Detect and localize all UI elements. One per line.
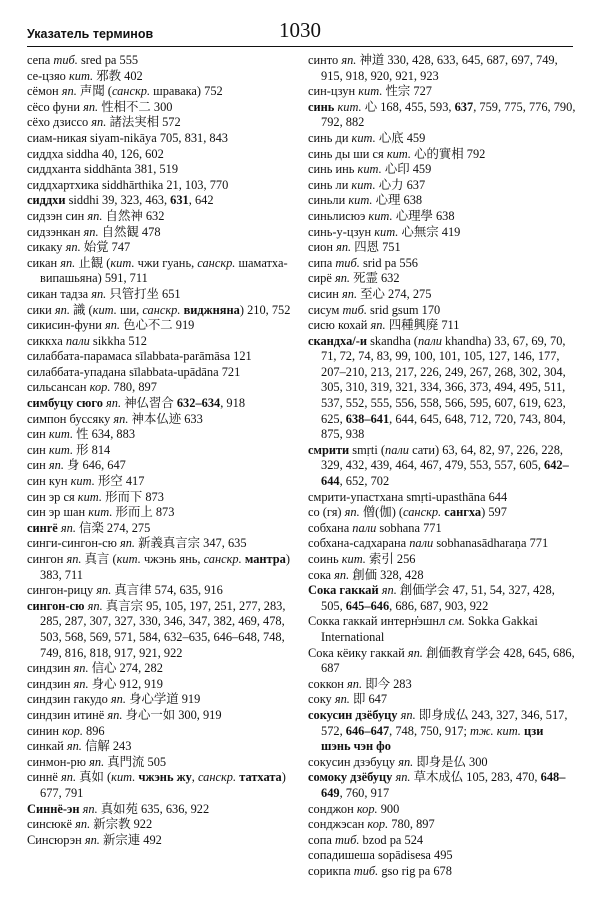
- index-entry: собхана-садхарана пали sobhanasādharaṇa 771: [308, 536, 549, 551]
- index-entry: сонджэсан кор. 780, 897: [308, 817, 435, 832]
- index-entry: синги-сингон-сю яп. 新義真言宗 347, 635: [27, 536, 247, 551]
- index-entry: сильсансан кор. 780, 897: [27, 380, 157, 395]
- index-entry: син яп. 身 646, 647: [27, 458, 126, 473]
- index-entry: сикан тадза яп. 只管打坐 651: [27, 286, 181, 301]
- index-entry: синдзин гакудо яп. 身心学道 919: [27, 692, 201, 707]
- index-entry: Сока кёику гаккай яп. 創価教育学会 428, 645, 686, 687: [308, 645, 575, 676]
- index-entry: син-цзун кит. 性宗 727: [308, 84, 432, 99]
- page-number: 1030: [279, 18, 321, 42]
- index-entry: Сокка гаккай интерн҆эшнл см. Sokka Gakkai International: [308, 614, 538, 644]
- index-entry: синь-у-цзун кит. 心無宗 419: [308, 224, 461, 239]
- index-entry: смрити smṛti (пали сати) 63, 64, 82, 97, 226, 228, 329, 432, 439, 464, 467, 479, 553, 557, 605, 642–644, 652, 702: [308, 442, 569, 489]
- index-entry: симпон бусcяку яп. 神本仏迹 633: [27, 411, 203, 426]
- index-entry: сопадишеша sopādisesa 495: [308, 848, 453, 863]
- index-entry: смрити-упастхана smṛti-upasthāna 644: [308, 489, 508, 504]
- index-entry: синь инь кит. 心印 459: [308, 162, 432, 177]
- index-entry: син эр ся кит. 形而下 873: [27, 489, 164, 504]
- index-entry: синнё яп. 真如 (кит. чжэнь жу, санскр. татхата) 677, 791: [27, 770, 286, 800]
- index-entry: сока яп. 創価 328, 428: [308, 567, 424, 582]
- index-entry: синин кор. 896: [27, 723, 105, 738]
- index-entry: сепа тиб. sred pa 555: [27, 53, 139, 67]
- index-entry: сиккха пали sikkha 512: [27, 333, 147, 348]
- index-entry: син кит. 性 634, 883: [27, 427, 136, 442]
- index-entry: синь ли кит. 心力 637: [308, 177, 426, 192]
- page-header: [27, 18, 573, 46]
- index-entry: синдзин яп. 身心 912, 919: [27, 676, 163, 691]
- index-entry: сикан яп. 止観 (кит. чжи гуань, санскр. шаматха-випашьяна) 591, 711: [27, 255, 288, 286]
- index-entry: симбуцу сюго яп. 神仏習合 632–634, 918: [27, 396, 246, 411]
- index-entry: синь кит. 心 168, 455, 593, 637, 759, 775, 776, 790, 792, 882: [308, 99, 576, 130]
- index-entry: соинь кит. 索引 256: [308, 552, 416, 566]
- index-entry: синкай яп. 信解 243: [27, 739, 132, 754]
- index-entry: сидзэн син яп. 自然神 632: [27, 208, 165, 223]
- index-entry: соккон яп. 即今 283: [308, 676, 412, 691]
- index-entry: син эр шан кит. 形而上 873: [27, 505, 175, 520]
- index-entry: сонджон кор. 900: [308, 801, 400, 816]
- index-column-left: [27, 53, 295, 848]
- index-entry: сидзэнкан яп. 自然観 478: [27, 224, 161, 239]
- index-entry: Синсюрэн яп. 新宗連 492: [27, 832, 162, 847]
- index-entry: сиддханта siddhānta 381, 519: [27, 162, 179, 177]
- index-entry: сёхо дзиссо яп. 諸法実相 572: [27, 115, 181, 130]
- index-entry: силаббата-упадана sīlabbata-upādāna 721: [27, 364, 241, 379]
- section-title: Указатель терминов: [27, 27, 154, 41]
- index-entry: сиам-никая siyam-nikāya 705, 831, 843: [27, 130, 228, 145]
- index-entry: Сока гаккай яп. 創価学会 47, 51, 54, 327, 428, 505, 645–646, 686, 687, 903, 922: [308, 583, 555, 613]
- index-entry: синь ди кит. 心底 459: [308, 130, 426, 145]
- index-entry: сикаку яп. 始覚 747: [27, 240, 131, 255]
- index-entry: силаббата-парамаса sīlabbata-parāmāsa 121: [27, 349, 252, 364]
- index-column-right: [308, 53, 576, 879]
- index-entry: син кит. 形 814: [27, 442, 111, 457]
- index-entry: синсюкё яп. 新宗教 922: [27, 817, 153, 832]
- index-entry: скандха/-и skandha (пали khandha) 33, 67, 69, 70, 71, 72, 74, 83, 99, 100, 101, 105, 127, 146, 177, 207–210, 213, 217, 226, 249, 267, 268, 302, 304, 305, 310, 319, 321, 334, 366, 373, 494, 495, 511, 537, 552, 555, 556, 558, 566, 595, 607, 619, 623, 625, 638–641, 644, 645, 648, 712, 720, 743, 804, 875, 938: [308, 333, 566, 442]
- index-entry: синьли кит. 心理 638: [308, 193, 423, 208]
- index-entry: сокусин дзёбуцу яп. 即身成仏 243, 327, 346, 517, 572, 646–647, 748, 750, 917; тж. кит. цзи шэнь чэн фо: [308, 707, 568, 754]
- index-entry: синь ды ши ся кит. 心的實相 792: [308, 146, 486, 161]
- index-entry: сомоку дзёбуцу яп. 草木成仏 105, 283, 470, 648–649, 760, 917: [308, 770, 566, 800]
- index-entry: сингон-сю яп. 真言宗 95, 105, 197, 251, 277, 283, 285, 287, 307, 327, 330, 346, 347, 382, 469, 478, 503, 568, 569, 571, 584, 632–635, 646–648, 748, 749, 816, 818, 917, 921, 922: [27, 598, 286, 660]
- index-entry: Синнё-эн яп. 真如苑 635, 636, 922: [27, 801, 210, 816]
- index-entry: синдзин итинё яп. 身心一如 300, 919: [27, 707, 222, 722]
- index-entry: сиддхартхика siddhārthika 21, 103, 770: [27, 177, 229, 192]
- index-entry: сиддха siddha 40, 126, 602: [27, 146, 164, 161]
- index-entry: сингон-рицу яп. 真言律 574, 635, 916: [27, 583, 223, 598]
- index-entry: сорикпа тиб. gso rig pa 678: [308, 863, 452, 878]
- index-entry: синмон-рю яп. 真門流 505: [27, 754, 167, 769]
- index-entry: со (гя) яп. 僧(伽) (санскр. сангха) 597: [308, 505, 507, 520]
- index-entry: собхана пали sobhana 771: [308, 520, 442, 535]
- header-rule: [27, 46, 573, 47]
- index-entry: сиддхи siddhi 39, 323, 463, 631, 642: [27, 193, 214, 208]
- index-entry: соку яп. 即 647: [308, 692, 388, 707]
- index-entry: сипа тиб. srid pa 556: [308, 255, 419, 270]
- index-entry: сокусин дзэбуцу яп. 即身是仏 300: [308, 754, 488, 769]
- index-entry: синrё яп. 信楽 274, 275: [27, 520, 151, 535]
- index-entry: сингон яп. 真言 (кит. чжэнь янь, санскр. мантра) 383, 711: [27, 552, 290, 582]
- index-entry: синдзин яп. 信心 274, 282: [27, 661, 163, 676]
- index-entry: сион яп. 四恩 751: [308, 240, 401, 255]
- index-entry: сисум тиб. srid gsum 170: [308, 302, 441, 317]
- index-entry: сикисин-фуни яп. 色心不二 919: [27, 318, 195, 333]
- index-entry: сирё яп. 死霊 632: [308, 271, 400, 286]
- index-entry: сисю кохай яп. 四種興廃 711: [308, 318, 460, 333]
- index-entry: синто яп. 神道 330, 428, 633, 645, 687, 697, 749, 915, 918, 920, 921, 923: [308, 53, 558, 83]
- index-entry: се-цзяо кит. 邪教 402: [27, 68, 143, 83]
- index-entry: сопа тиб. bzod pa 524: [308, 832, 424, 847]
- index-entry: синьлисюэ кит. 心理學 638: [308, 208, 455, 223]
- index-entry: сёмон яп. 声聞 (санскр. шравака) 752: [27, 84, 223, 99]
- index-entry: сёсо фуни яп. 性相不二 300: [27, 99, 173, 114]
- index-entry: сики яп. 識 (кит. ши, санскр. виджняна) 210, 752: [27, 302, 291, 317]
- index-entry: син кун кит. 形空 417: [27, 474, 145, 489]
- index-entry: сисин яп. 至心 274, 275: [308, 286, 432, 301]
